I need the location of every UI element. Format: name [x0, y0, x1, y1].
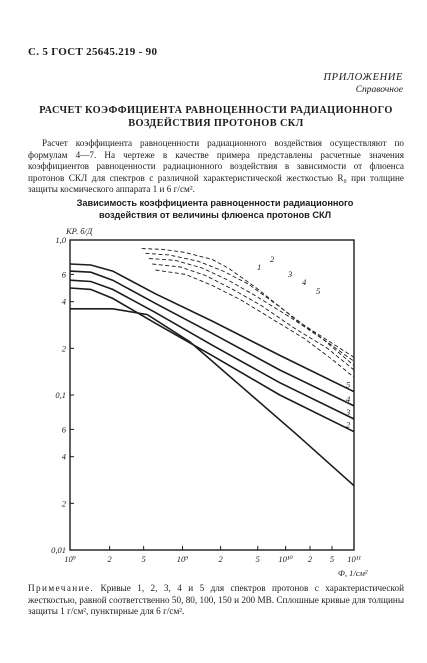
note-text: Кривые 1, 2, 3, 4 и 5 для спектров протонов с характеристической жесткостью, равной соответственно 50, 80, 100, 150 и 200 МВ. Сплошные кривые для толщины защиты 1 г/см², пунктирные для 6 г/см².: [28, 583, 404, 617]
solid-curve-label: 4: [346, 393, 351, 404]
y-tick-label: 2: [61, 343, 66, 354]
x-tick-label: 2: [107, 554, 112, 564]
dashed-curve-label: 4: [302, 277, 307, 287]
x-tick-label: 5: [329, 554, 335, 564]
solid-curve-label: 3: [346, 407, 351, 418]
x-tick-label: 10⁹: [176, 554, 189, 564]
dashed-curve: [156, 270, 355, 377]
x-tick-label: 5: [141, 554, 146, 564]
document-title-line1: РАСЧЕТ КОЭФФИЦИЕНТА РАВНОЦЕННОСТИ РАДИАЦИОННОГО: [39, 105, 393, 116]
solid-curve: [70, 280, 354, 419]
y-axis-label: КР. б/Д: [66, 226, 93, 236]
chart-title-line1: Зависимость коэффициента равноценности радиационного: [76, 198, 354, 208]
solid-curve-label: 5: [346, 379, 351, 390]
chart-title-line2: воздействия от величины флюенса протонов СКЛ: [98, 209, 332, 220]
y-tick-label: 6: [61, 269, 66, 280]
x-tick-label: 2: [218, 554, 223, 564]
y-tick-label: 1,0: [55, 235, 66, 245]
solid-curve: [70, 309, 354, 486]
y-tick-label: 6: [61, 424, 66, 435]
document-title-line2: ВОЗДЕЙСТВИЯ ПРОТОНОВ СКЛ: [128, 118, 304, 129]
page-header: С. 5 ГОСТ 25645.219 - 90: [28, 46, 158, 58]
dashed-curve-label: 5: [316, 286, 321, 296]
appendix-title: ПРИЛОЖЕНИЕ: [323, 72, 403, 83]
dashed-curve-label: 3: [288, 269, 293, 279]
intro-text: Расчет коэффициента равноценности радиационного воздействия осуществляют по формулам 4—7. На чертеже в качестве примера представлены расчетные значения коэффициентов равноценности радиационного воздействия в зависимости от флюенса протонов СКЛ для спектров с различной характеристической жесткостью R₀ при толщине защиты космического аппарата 1 и 6 г/см².: [28, 138, 404, 195]
dashed-curve-label: 1: [257, 262, 262, 272]
solid-curve: [70, 264, 354, 392]
dashed-curve-label: 2: [270, 254, 275, 264]
plot-frame: [70, 240, 354, 550]
solid-curve-label: 2: [346, 419, 351, 430]
x-tick-label: 10⁹: [64, 554, 76, 564]
chart-note: [28, 583, 404, 618]
x-tick-label: 2: [307, 554, 313, 564]
x-tick-label: 10¹⁰: [278, 554, 293, 564]
y-tick-label: 2: [61, 498, 66, 509]
appendix-subtitle: Справочное: [355, 85, 403, 95]
dashed-curve: [149, 259, 354, 366]
curve-layer: [70, 249, 354, 486]
x-tick-label: 5: [255, 554, 260, 564]
x-axis-label: Ф, 1/см²: [338, 568, 368, 578]
note-label: Примечание.: [28, 583, 95, 593]
y-tick-label: 0,1: [55, 390, 66, 400]
y-tick-label: 4: [61, 296, 66, 307]
x-tick-label: 10¹¹: [347, 554, 361, 564]
y-tick-label: 4: [61, 451, 66, 462]
y-tick-label: 0,01: [51, 545, 66, 555]
